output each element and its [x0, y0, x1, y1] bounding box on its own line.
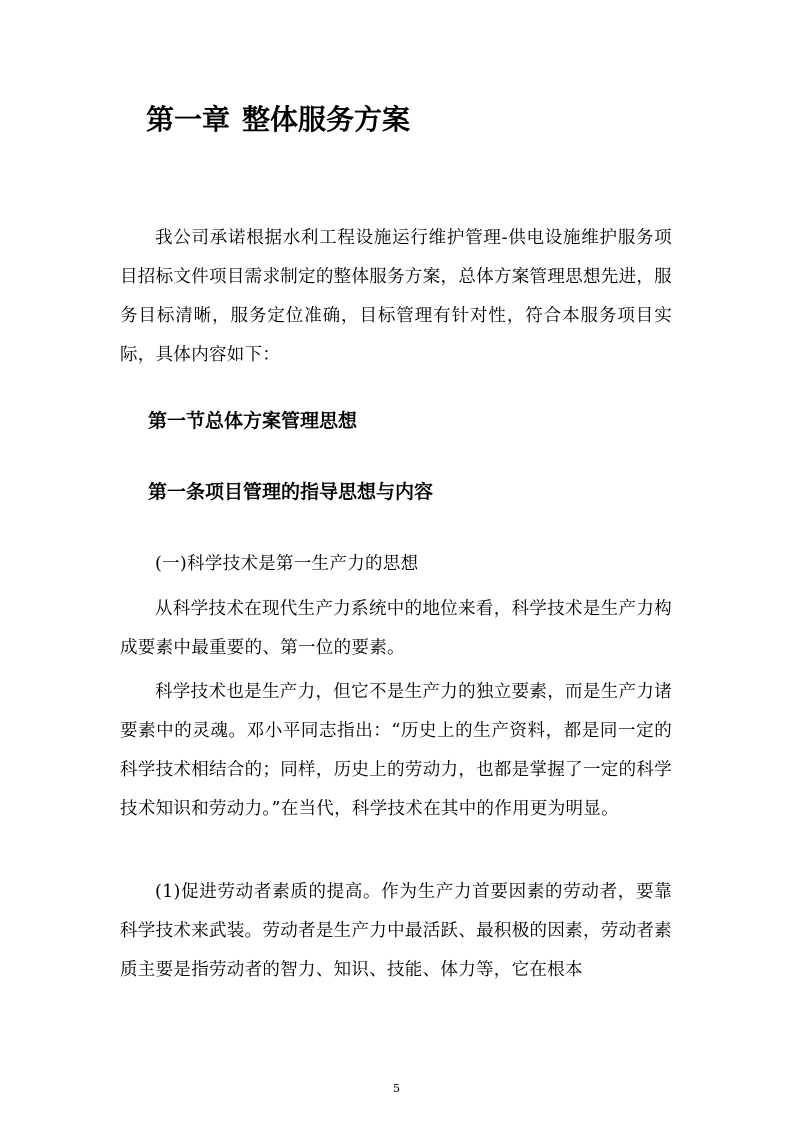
paragraph-1: 从科学技术在现代生产力系统中的地位来看，科学技术是生产力构成要素中最重要的、第一位的要素。: [120, 599, 672, 658]
page-number: 5: [393, 1082, 400, 1095]
article-heading: 第一条项目管理的指导思想与内容: [148, 481, 434, 503]
chapter-number: 第一章: [146, 103, 231, 136]
chapter-name: 整体服务方案: [242, 103, 411, 136]
paragraph-2: 科学技术也是生产力，但它不是生产力的独立要素，而是生产力诸要素中的灵魂。邓小平同志指出：“历史上的生产资料，都是同一定的科学技术相结合的；同样，历史上的劳动力，也都是掌握了一定的科学技术知识和劳动力。”在当代，科学技术在其中的作用更为明显。: [120, 682, 672, 819]
chapter-title: [146, 100, 410, 140]
paragraph-3: (1)促进劳动者素质的提高。作为生产力首要因素的劳动者，要靠科学技术来武装。劳动者是生产力中最活跃、最积极的因素，劳动者素质主要是指劳动者的智力、知识、技能、体力等，它在根本: [120, 882, 672, 980]
section-heading: 第一节总体方案管理思想: [148, 410, 358, 432]
sub-heading: (一)科学技术是第一生产力的思想: [155, 554, 419, 574]
intro-paragraph: 我公司承诺根据水利工程设施运行维护管理-供电设施维护服务项目招标文件项目需求制定的整体服务方案，总体方案管理思想先进，服务目标清晰，服务定位准确，目标管理有针对性，符合本服务项目实际，具体内容如下：: [120, 228, 672, 365]
